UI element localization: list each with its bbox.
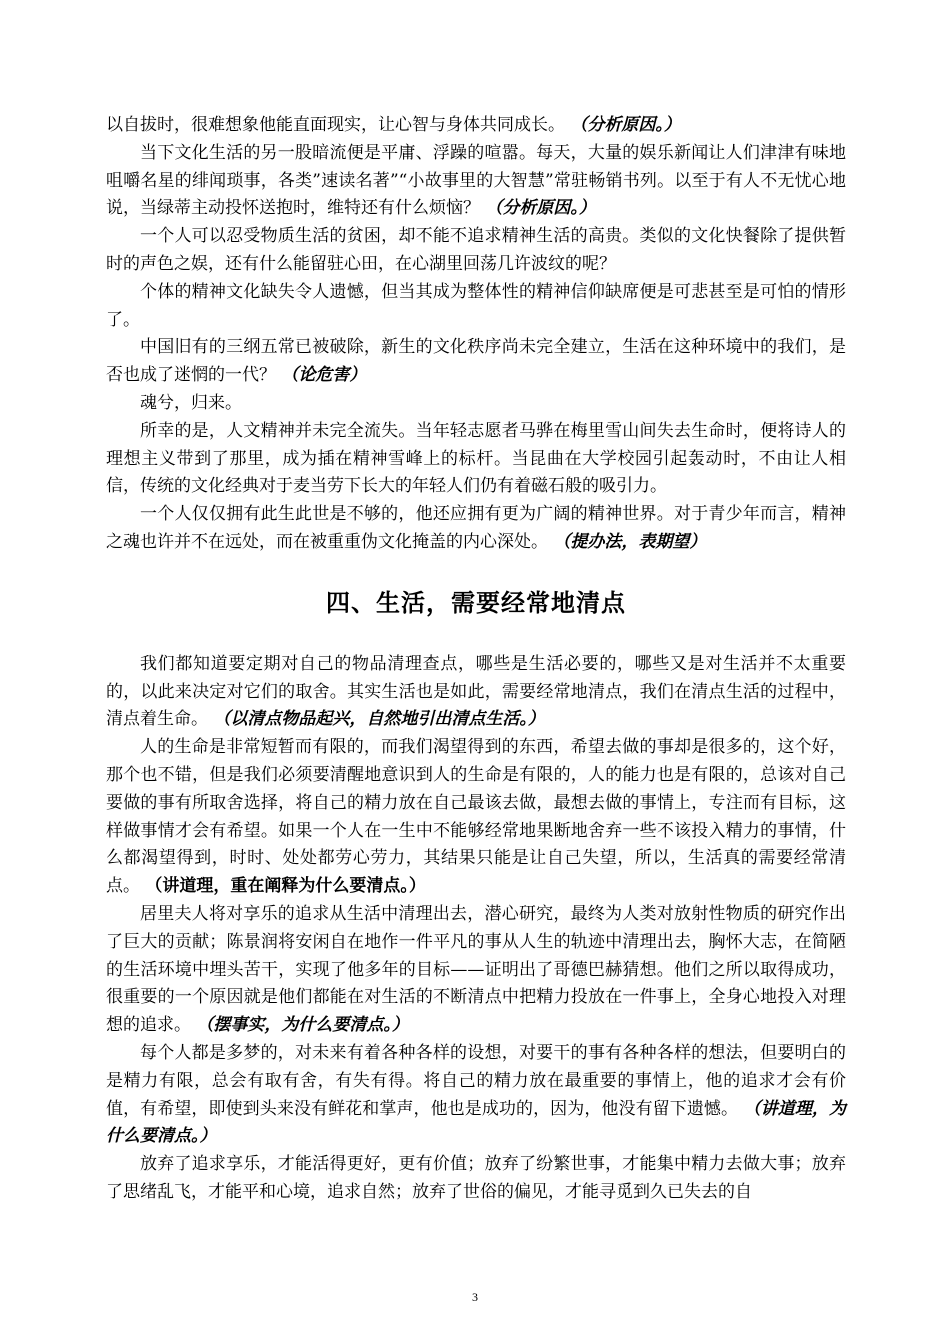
- essay-analysis-section: [106, 112, 846, 557]
- paragraph-text: 人的生命是非常短暂而有限的，而我们渴望得到的东西，希望去做的事却是很多的，这个好，那个也不错，但是我们必须要清醒地意识到人的生命是有限的，人的能力也是有限的，总该对自己要做的事有所取舍选择，将自己的精力放在自己最该去做，最想去做的事情上，专注而有目标，这样做事情才会有希望。如果一个人在一生中不能够经常地果断地舍弃一些不该投入精力的事情，什么都渴望得到，时时、处处都劳心劳力，其结果只能是让自己失望，所以，生活真的需要经常清点。: [106, 737, 846, 897]
- paragraph-text: 个体的精神文化缺失令人遗憾，但当其成为整体性的精神信仰缺席便是可悲甚至是可怕的情形了。: [106, 281, 846, 330]
- section-title: 四、生活，需要经常地清点: [326, 588, 626, 617]
- paragraph: [106, 1151, 846, 1207]
- paragraph-text: 放弃了追求享乐，才能活得更好，更有价值；放弃了纷繁世事，才能集中精力去做大事；放弃了思绪乱飞，才能平和心境，追求自然；放弃了世俗的偏见，才能寻觅到久已失去的自: [106, 1154, 846, 1202]
- page-number: 3: [472, 1290, 478, 1304]
- essay-four-section: [106, 651, 846, 1207]
- paragraph-text: 以自拔时，很难想象他能直面现实，让心智与身体共同成长。: [106, 115, 565, 135]
- annotation-note: （讲道理，为什么要清点。）: [106, 1098, 847, 1147]
- annotation-note: （提办法，表期望）: [553, 531, 707, 552]
- paragraph-text: 中国旧有的三纲五常已被破除，新生的文化秩序尚未完全建立，生活在这种环境中的我们，是否也成了迷惘的一代？: [106, 337, 846, 386]
- paragraph: [106, 651, 846, 734]
- page-body: [106, 112, 846, 1207]
- paragraph: [106, 279, 846, 335]
- paragraph-text: 每个人都是多梦的，对未来有着各种各样的设想，对要干的事有各种各样的想法，但要明白的是精力有限，总会有取有舍，有失有得。将自己的精力放在最重要的事情上，他的追求才会有价值，有希望，即使到头来没有鲜花和掌声，他也是成功的，因为，他没有留下遗憾。: [106, 1042, 846, 1119]
- paragraph: [106, 901, 846, 1040]
- paragraph: [106, 140, 846, 223]
- paragraph-text: 一个人可以忍受物质生活的贫困，却不能不追求精神生活的高贵。类似的文化快餐除了提供暂时的声色之娱，还有什么能留驻心田，在心湖里回荡几许波纹的呢？: [106, 226, 846, 274]
- paragraph: [106, 390, 846, 418]
- paragraph-text: 所幸的是，人文精神并未完全流失。当年轻志愿者马骅在梅里雪山间失去生命时，便将诗人的理想主义带到了那里，成为插在精神雪峰上的标杆。当昆曲在大学校园引起轰动时，不由让人相信，传统的文化经典对于麦当劳下长大的年轻人们仍有着磁石般的吸引力。: [106, 420, 846, 497]
- annotation-note: （分析原因。）: [570, 115, 681, 135]
- paragraph: [106, 334, 846, 390]
- paragraph: [106, 112, 846, 140]
- annotation-note: （摆事实，为什么要清点。）: [196, 1015, 409, 1036]
- paragraph: [106, 1040, 846, 1151]
- paragraph-text: 我们都知道要定期对自己的物品清理查点，哪些是生活必要的，哪些又是对生活并不太重要的，以此来决定对它们的取舍。其实生活也是如此，需要经常地清点，我们在清点生活的过程中，清点着生命。: [106, 653, 846, 730]
- paragraph-text: 当下文化生活的另一股暗流便是平庸、浮躁的喧嚣。每天，大量的娱乐新闻让人们津津有味地咀嚼名星的绯闻琐事，各类”速读名著”“小故事里的大智慧”常驻畅销书列。以至于有人不无忧心地说，当绿蒂主动投怀送抱时，维特还有什么烦恼？: [106, 142, 846, 219]
- annotation-note: （讲道理，重在阐释为什么要清点。）: [145, 876, 426, 897]
- paragraph: [106, 734, 846, 901]
- paragraph-text: 一个人仅仅拥有此生此世是不够的，他还应拥有更为广阔的精神世界。对于青少年而言，精神之魂也许并不在远处，而在被重重伪文化掩盖的内心深处。: [106, 504, 846, 552]
- annotation-note: （论危害）: [281, 365, 367, 386]
- paragraph: [106, 501, 846, 557]
- paragraph-text: 魂兮，归来。: [140, 392, 242, 413]
- annotation-note: （分析原因。）: [485, 198, 596, 219]
- annotation-note: （以清点物品起兴，自然地引出清点生活。）: [213, 709, 545, 730]
- paragraph: [106, 223, 846, 279]
- paragraph: [106, 418, 846, 501]
- paragraph-text: 居里夫人将对享乐的追求从生活中清理出去，潜心研究，最终为人类对放射性物质的研究作出了巨大的贡献；陈景润将安闲自在地作一件平凡的事从人生的轨迹中清理出去，胸怀大志，在简陋的生活环境中埋头苦干，实现了他多年的目标——证明出了哥德巴赫猜想。他们之所以取得成功，很重要的一个原因就是他们都能在对生活的不断清点中把精力投放在一件事上，全身心地投入对理想的追求。: [106, 903, 846, 1036]
